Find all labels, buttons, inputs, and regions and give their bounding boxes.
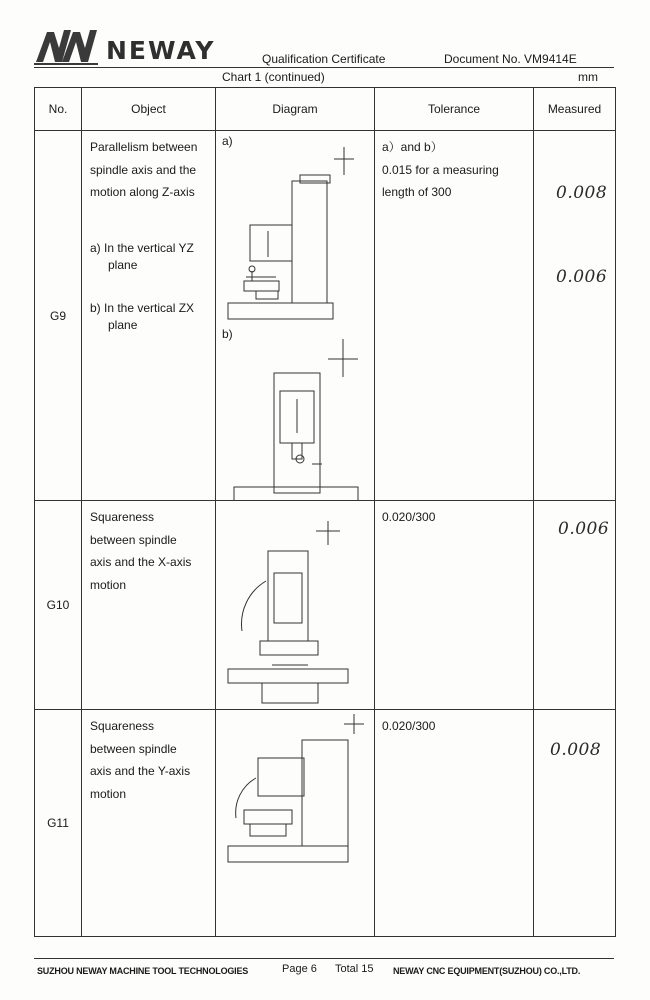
object-cell xyxy=(82,131,216,501)
diagram-label-b: b) xyxy=(222,327,233,341)
page-total: Total 15 xyxy=(335,963,374,975)
measured-cell xyxy=(534,131,616,501)
footer-company-left: SUZHOU NEWAY MACHINE TOOL TECHNOLOGIES xyxy=(37,966,249,976)
object-line: Squareness xyxy=(90,510,155,524)
spindle-diagram-g11 xyxy=(216,710,374,936)
sub-item-a: a) In the vertical YZ xyxy=(90,240,194,255)
measured-value: 0.006 xyxy=(558,519,610,539)
unit-label: mm xyxy=(578,70,598,84)
company-logo xyxy=(34,26,216,66)
tolerance-cell xyxy=(375,131,534,501)
table-row-g11 xyxy=(35,710,616,937)
tolerance-cell xyxy=(375,710,534,937)
table-row-g10 xyxy=(35,501,616,710)
measured-value-a: 0.008 xyxy=(556,183,608,203)
object-line: axis and the Y-axis xyxy=(90,764,191,778)
object-line: motion xyxy=(90,786,127,801)
tolerance-line: length of 300 xyxy=(382,185,452,199)
table-row-g9 xyxy=(35,131,616,501)
object-line: motion xyxy=(90,577,127,592)
tolerance-cell xyxy=(375,501,534,710)
measured-value-b: 0.006 xyxy=(556,267,608,287)
tolerance-line: 0.020/300 xyxy=(382,510,436,524)
row-number: G11 xyxy=(35,710,82,937)
column-header-object: Object xyxy=(82,88,216,131)
object-line: Parallelism between xyxy=(90,140,198,154)
sub-item-b: b) In the vertical ZX xyxy=(90,300,195,315)
page-number: Page 6 xyxy=(282,963,317,975)
measured-cell xyxy=(534,501,616,710)
column-header-measured: Measured xyxy=(534,88,616,131)
row-number: G9 xyxy=(35,131,82,501)
column-header-no: No. xyxy=(35,88,82,131)
tolerance-line: 0.015 for a measuring xyxy=(382,162,499,177)
table-header-row xyxy=(35,88,616,131)
header-divider xyxy=(34,67,614,68)
row-number: G10 xyxy=(35,501,82,710)
brand-name: NEWAY xyxy=(106,36,216,65)
tolerance-line: a）and b） xyxy=(382,140,443,154)
object-line: motion along Z-axis xyxy=(90,185,195,199)
diagram-cell xyxy=(216,501,375,710)
diagram-cell xyxy=(216,710,375,937)
inspection-table xyxy=(34,87,616,937)
sub-item-b-cont: plane xyxy=(108,317,138,332)
spindle-diagram-g10 xyxy=(216,501,374,709)
chart-title: Chart 1 (continued) xyxy=(222,70,325,84)
footer-company-right: NEWAY CNC EQUIPMENT(SUZHOU) CO.,LTD. xyxy=(393,966,581,976)
certificate-title: Qualification Certificate xyxy=(262,52,386,66)
sub-item-a-cont: plane xyxy=(108,257,138,272)
object-cell xyxy=(82,501,216,710)
object-line: Squareness xyxy=(90,719,155,733)
diagram-label-a: a) xyxy=(222,134,233,148)
tolerance-line: 0.020/300 xyxy=(382,719,436,733)
neway-logo-icon xyxy=(34,26,100,66)
footer-divider xyxy=(34,958,614,959)
column-header-tolerance: Tolerance xyxy=(375,88,534,131)
measured-cell xyxy=(534,710,616,937)
measured-value: 0.008 xyxy=(550,740,602,760)
object-line: between spindle xyxy=(90,532,177,547)
column-header-diagram: Diagram xyxy=(216,88,375,131)
object-line: spindle axis and the xyxy=(90,162,197,177)
spindle-diagram-g9 xyxy=(216,131,374,500)
diagram-cell xyxy=(216,131,375,501)
object-line: between spindle xyxy=(90,741,177,756)
object-cell xyxy=(82,710,216,937)
object-line: axis and the X-axis xyxy=(90,555,192,569)
document-number: Document No. VM9414E xyxy=(444,52,577,66)
